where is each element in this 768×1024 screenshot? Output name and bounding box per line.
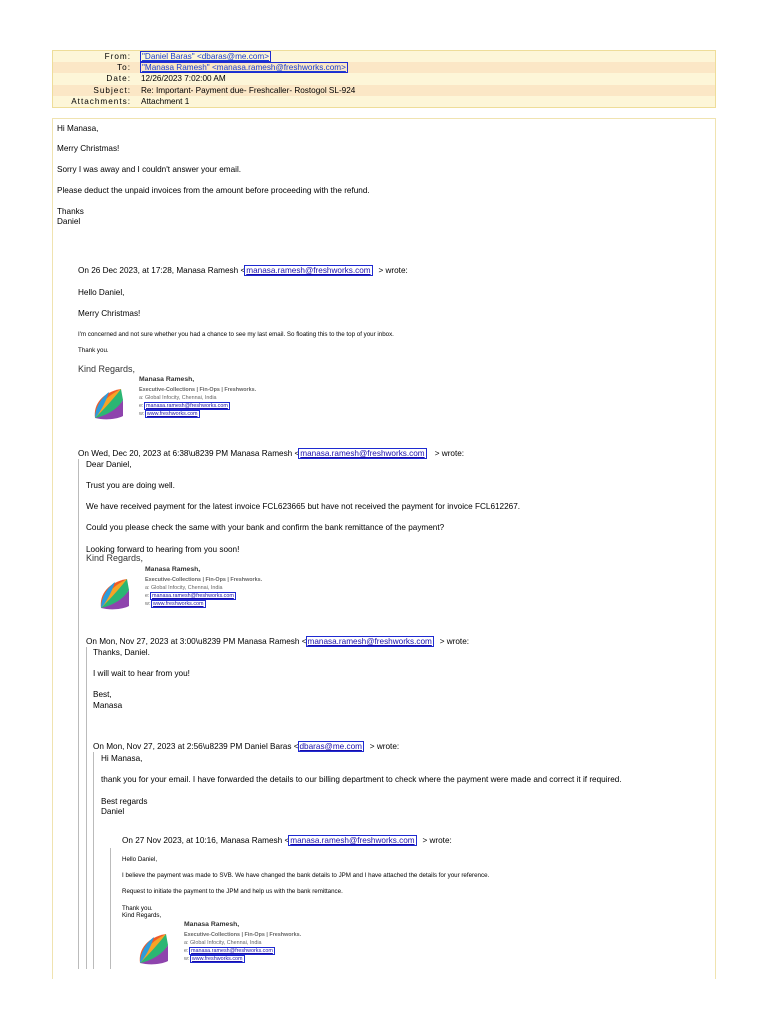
q5-intro [122,836,452,846]
q5-intro-wrote: > wrote: [422,836,452,845]
sig-email-prefix: e: [145,593,151,599]
q1-intro [78,266,408,276]
sig-web-link[interactable]: www.freshworks.com [152,601,204,607]
sig-address: a: Global Infocity, Chennai, India [145,585,223,591]
q3-best: Best, [93,690,112,699]
q3-name: Manasa [93,701,123,710]
to-label: To: [117,63,131,73]
q4-line1: thank you for your email. I have forwarded the details to our billing department to check where the payment were made and correct it if required. [101,775,622,784]
attachments-value[interactable]: Attachment 1 [141,96,190,106]
q4-best: Best regards [101,797,148,806]
q3-line1: Thanks, Daniel. [93,648,150,657]
from-row [53,51,715,62]
sig-email-row [145,593,235,599]
subject-value: Re: Important- Payment due- Freshcaller- Rostogol SL-924 [141,85,356,95]
msg1-name: Daniel [57,217,81,226]
q2-intro-text: On Wed, Dec 20, 2023 at 6:38\u8239 PM Manasa Ramesh < [78,449,300,458]
subject-label: Subject: [93,85,131,95]
q4-intro [93,742,399,752]
msg1-greeting: Hi Manasa, [57,124,99,133]
date-row [53,73,715,84]
q5-line1: I believe the payment was made to SVB. We have changed the bank details to JPM and I have attached the details for your reference. [122,872,490,879]
sig-email-prefix: e: [184,948,190,954]
quote-bar-4 [93,752,94,969]
sig-web-prefix: w: [139,411,146,417]
quote-bar-3 [86,647,87,969]
sig-email-row [184,948,274,954]
q3-email-link[interactable]: manasa.ramesh@freshworks.com [307,637,432,646]
sig-web-row [139,411,199,417]
q5-intro-text: On 27 Nov 2023, at 10:16, Manasa Ramesh < [122,836,290,845]
sig-title: Executive-Collections | Fin-Ops | Freshworks. [184,932,302,938]
q2-greeting: Dear Daniel, [86,460,132,469]
q4-greeting: Hi Manasa, [101,754,143,763]
subject-row [53,85,715,96]
q2-intro [78,449,464,459]
q1-intro-text: On 26 Dec 2023, at 17:28, Manasa Ramesh < [78,266,246,275]
msg1-line3: Please deduct the unpaid invoices from the amount before proceeding with the refund. [57,186,370,195]
sig-name: Manasa Ramesh, [139,376,195,383]
q3-intro [86,637,469,647]
q1-email-link[interactable]: manasa.ramesh@freshworks.com [246,266,371,275]
msg1-thanks: Thanks [57,207,84,216]
q2-line2: We have received payment for the latest invoice FCL623665 but have not received the payment for invoice FCL612267. [86,502,521,511]
sig-web-row [184,956,244,962]
sig-web-link[interactable]: www.freshworks.com [146,411,198,417]
q3-intro-text: On Mon, Nov 27, 2023 at 3:00\u8239 PM Manasa Ramesh < [86,637,307,646]
sig-title: Executive-Collections | Fin-Ops | Freshworks. [139,387,257,393]
q1-regards: Kind Regards, [78,364,136,374]
q1-greeting: Hello Daniel, [78,288,125,297]
sig-email-row [139,403,229,409]
sig-web-row [145,601,205,607]
q5-email-link[interactable]: manasa.ramesh@freshworks.com [290,836,415,845]
q2-line4: Looking forward to hearing from you soon! [86,545,240,554]
freshworks-logo-icon [91,386,127,422]
q2-email-link[interactable]: manasa.ramesh@freshworks.com [300,449,425,458]
msg1-line2: Sorry I was away and I couldn't answer your email. [57,165,242,174]
email-header [52,50,716,108]
sig-address: a: Global Infocity, Chennai, India [139,395,217,401]
sig-title: Executive-Collections | Fin-Ops | Freshworks. [145,577,263,583]
date-label: Date: [106,74,131,84]
sig-name: Manasa Ramesh, [184,921,240,928]
date-value: 12/26/2023 7:02:00 AM [141,74,226,84]
q5-greeting: Hello Daniel, [122,856,158,863]
sig-web-link[interactable]: www.freshworks.com [191,956,243,962]
freshworks-logo-icon [136,931,172,967]
sig-email-link[interactable]: manasa.ramesh@freshworks.com [152,593,234,599]
attachments-row [53,96,715,107]
q4-intro-text: On Mon, Nov 27, 2023 at 2:56\u8239 PM Daniel Baras < [93,742,299,751]
sig-email-link[interactable]: manasa.ramesh@freshworks.com [191,948,273,954]
q2-regards: Kind Regards, [86,553,144,563]
q4-intro-wrote: > wrote: [369,742,400,751]
sig-email-prefix: e: [139,403,145,409]
q3-intro-wrote: > wrote: [439,637,470,646]
q2-intro-wrote: > wrote: [434,449,465,458]
sig-web-prefix: w: [145,601,152,607]
q3-line2: I will wait to hear from you! [93,669,190,678]
sig-address: a: Global Infocity, Chennai, India [184,940,262,946]
msg1-line1: Merry Christmas! [57,144,120,153]
sig-web-prefix: w: [184,956,191,962]
quote-bar-5 [110,848,111,969]
sig-name: Manasa Ramesh, [145,566,201,573]
q2-line3: Could you please check the same with your bank and confirm the bank remittance of the payment? [86,523,445,532]
freshworks-logo-icon [97,576,133,612]
q5-line2: Request to initiate the payment to the JPM and help us with the bank remittance. [122,888,343,895]
q1-intro-wrote: > wrote: [378,266,408,275]
to-link[interactable]: "Manasa Ramesh" <manasa.ramesh@freshworks.com> [142,63,346,73]
q1-line3: Thank you. [78,347,109,354]
from-label: From: [104,52,131,61]
sig-email-link[interactable]: manasa.ramesh@freshworks.com [146,403,228,409]
to-row [53,62,715,73]
attachments-label: Attachments: [71,96,131,106]
q2-line1: Trust you are doing well. [86,481,175,490]
q1-line1: Merry Christmas! [78,309,141,318]
quote-bar-2 [78,459,79,969]
q5-regards: Kind Regards, [122,912,162,919]
q1-line2: I'm concerned and not sure whether you had a chance to see my last email. So floating this to the top of your inbox. [78,331,394,338]
q5-line3: Thank you. [122,905,153,912]
q4-name: Daniel [101,807,125,816]
q4-email-link[interactable]: dbaras@me.com [299,742,362,751]
from-link[interactable]: "Daniel Baras" <dbaras@me.com> [142,52,269,61]
